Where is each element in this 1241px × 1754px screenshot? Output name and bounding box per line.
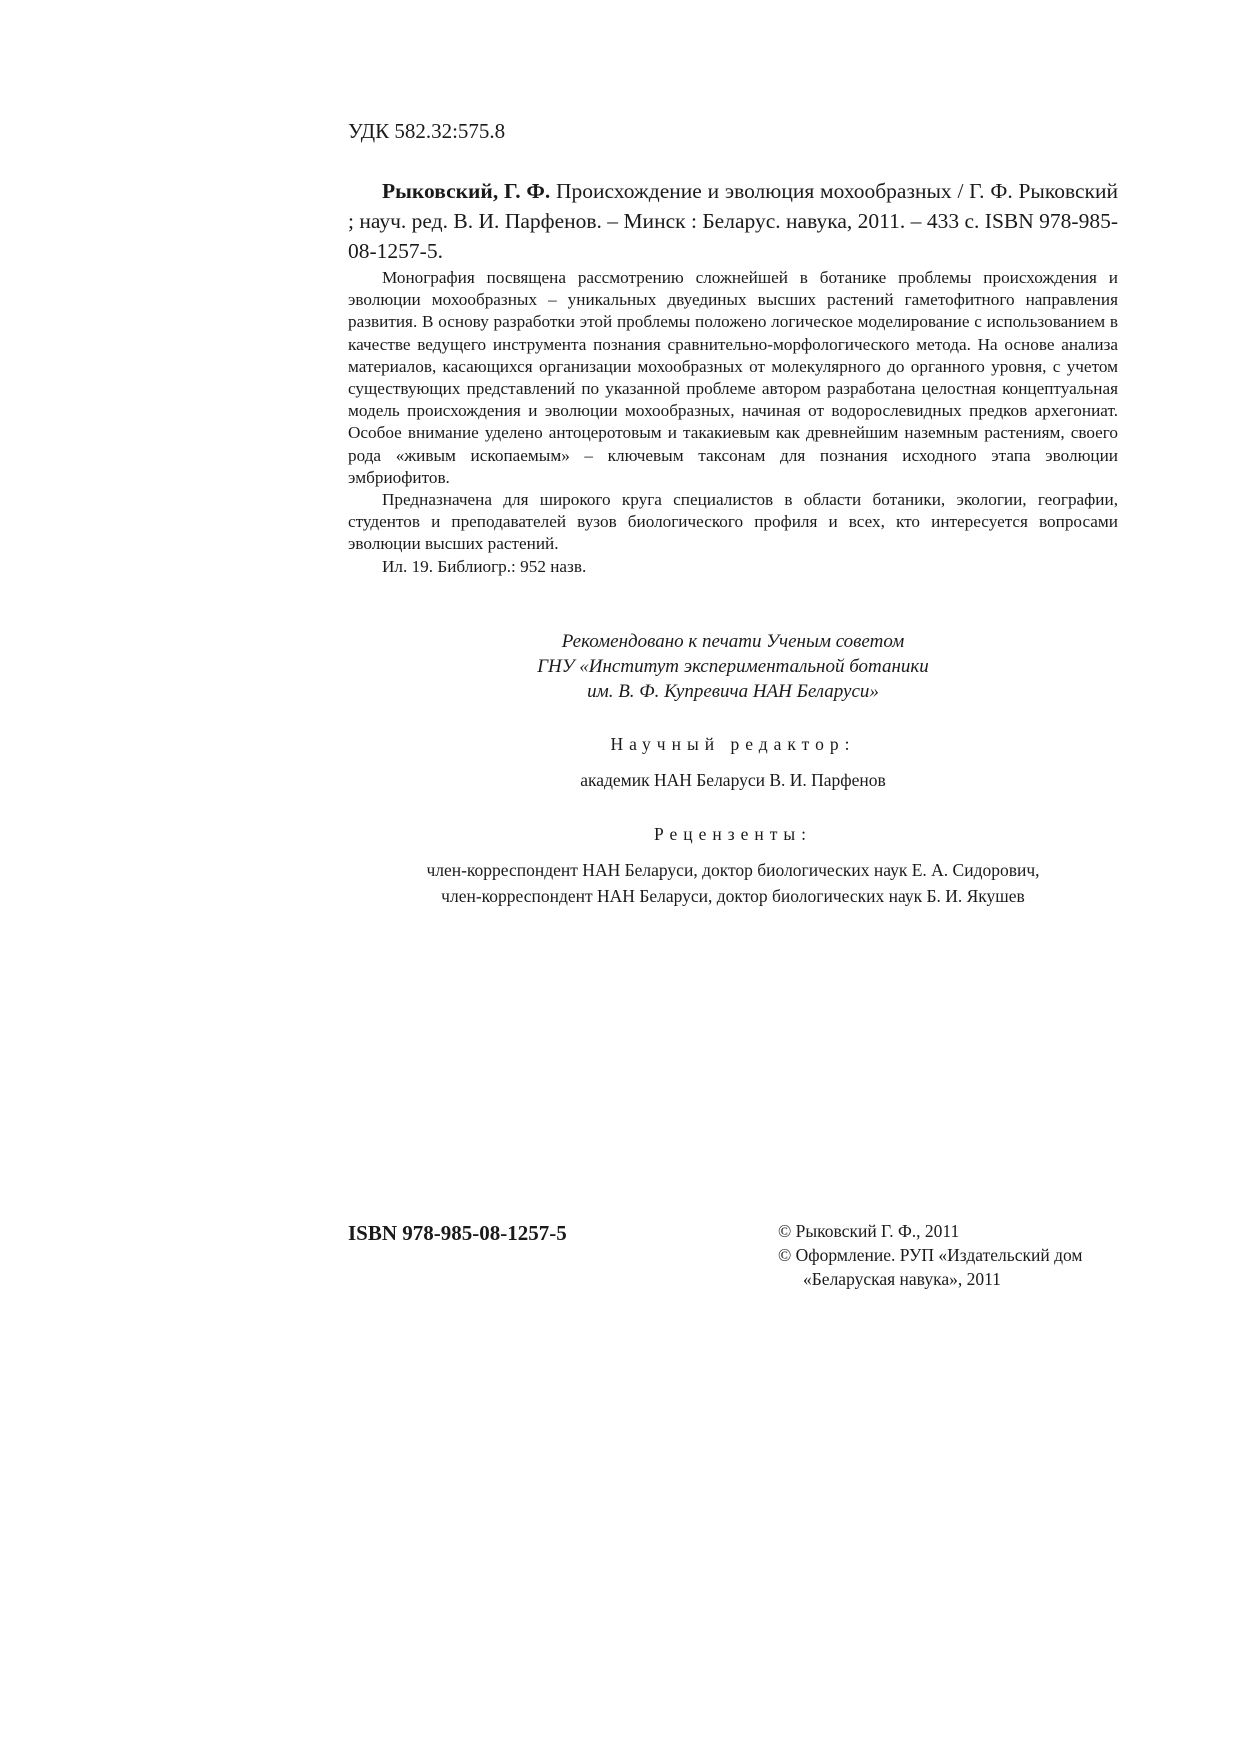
annotation-paragraph: Монография посвящена рассмотрению сложнейшей в ботанике проблемы происхождения и эволюции мохообразных – уникальных двуединых высших растений гаметофитного направления развития. В основу разработки этой проблемы положено логическое моделирование с использованием в качестве ведущего инструмента познания сравнительно-морфологического метода. На основе анализа материалов, касающихся организации мохообразных от молекулярного до органного уровня, с учетом существующих представлений по указанной проблеме автором разработана целостная концептуальная модель происхождения и эволюции мохообразных, начиная от водорослевидных предков архегониат. Особое внимание уделено антоцеротовым и такакиевым как древнейшим наземным растениям, своего рода «живым ископаемым» – ключевым таксонам для познания исходного этапа эволюции эмбриофитов. xyxy=(348,268,1118,487)
reviewer-entry: член-корреспондент НАН Беларуси, доктор биологических наук Е. А. Сидорович, xyxy=(426,860,1040,880)
recommendation-line: Рекомендовано к печати Ученым советом xyxy=(561,631,905,652)
copyright-line: © Оформление. РУП «Издательский дом xyxy=(778,1245,1083,1265)
reviewers-heading: Рецензенты: xyxy=(653,824,813,844)
bibliographic-author: Рыковский, Г. Ф. xyxy=(382,179,551,203)
annotation-paragraph: Предназначена для широкого круга специалистов в области ботаники, экологии, географии, студентов и преподавателей вузов биологического профиля и всех, кто интересуется вопросами эволюции высших растений. xyxy=(348,490,1118,554)
isbn-number: ISBN 978-985-08-1257-5 xyxy=(348,1221,567,1245)
bibliographic-description: Происхождение и эволюция мохообразных / Г. Ф. Рыковский ; науч. ред. В. И. Парфенов. – Минск : Беларус. навука, 2011. – 433 с. ISBN 978-985-08-1257-5. xyxy=(348,179,1118,263)
annotation-paragraph: Ил. 19. Библиогр.: 952 назв. xyxy=(382,556,587,576)
udk-code: УДК 582.32:575.8 xyxy=(348,119,506,143)
recommendation-line: им. В. Ф. Купревича НАН Беларуси» xyxy=(587,681,879,702)
annotation xyxy=(348,267,1118,578)
reviewer-entry: член-корреспондент НАН Беларуси, доктор биологических наук Б. И. Якушев xyxy=(441,886,1025,906)
scientific-editor-heading: Научный редактор: xyxy=(610,734,856,754)
scientific-editor-name: академик НАН Беларуси В. И. Парфенов xyxy=(580,770,886,790)
bibliographic-record xyxy=(348,176,1118,266)
copyright-line: © Рыковский Г. Ф., 2011 xyxy=(778,1221,960,1241)
copyright-line: «Беларуская навука», 2011 xyxy=(803,1269,1001,1289)
copyright-block xyxy=(778,1219,1118,1291)
recommendation-line: ГНУ «Институт экспериментальной ботаники xyxy=(537,656,929,677)
recommendation-block xyxy=(348,629,1118,704)
